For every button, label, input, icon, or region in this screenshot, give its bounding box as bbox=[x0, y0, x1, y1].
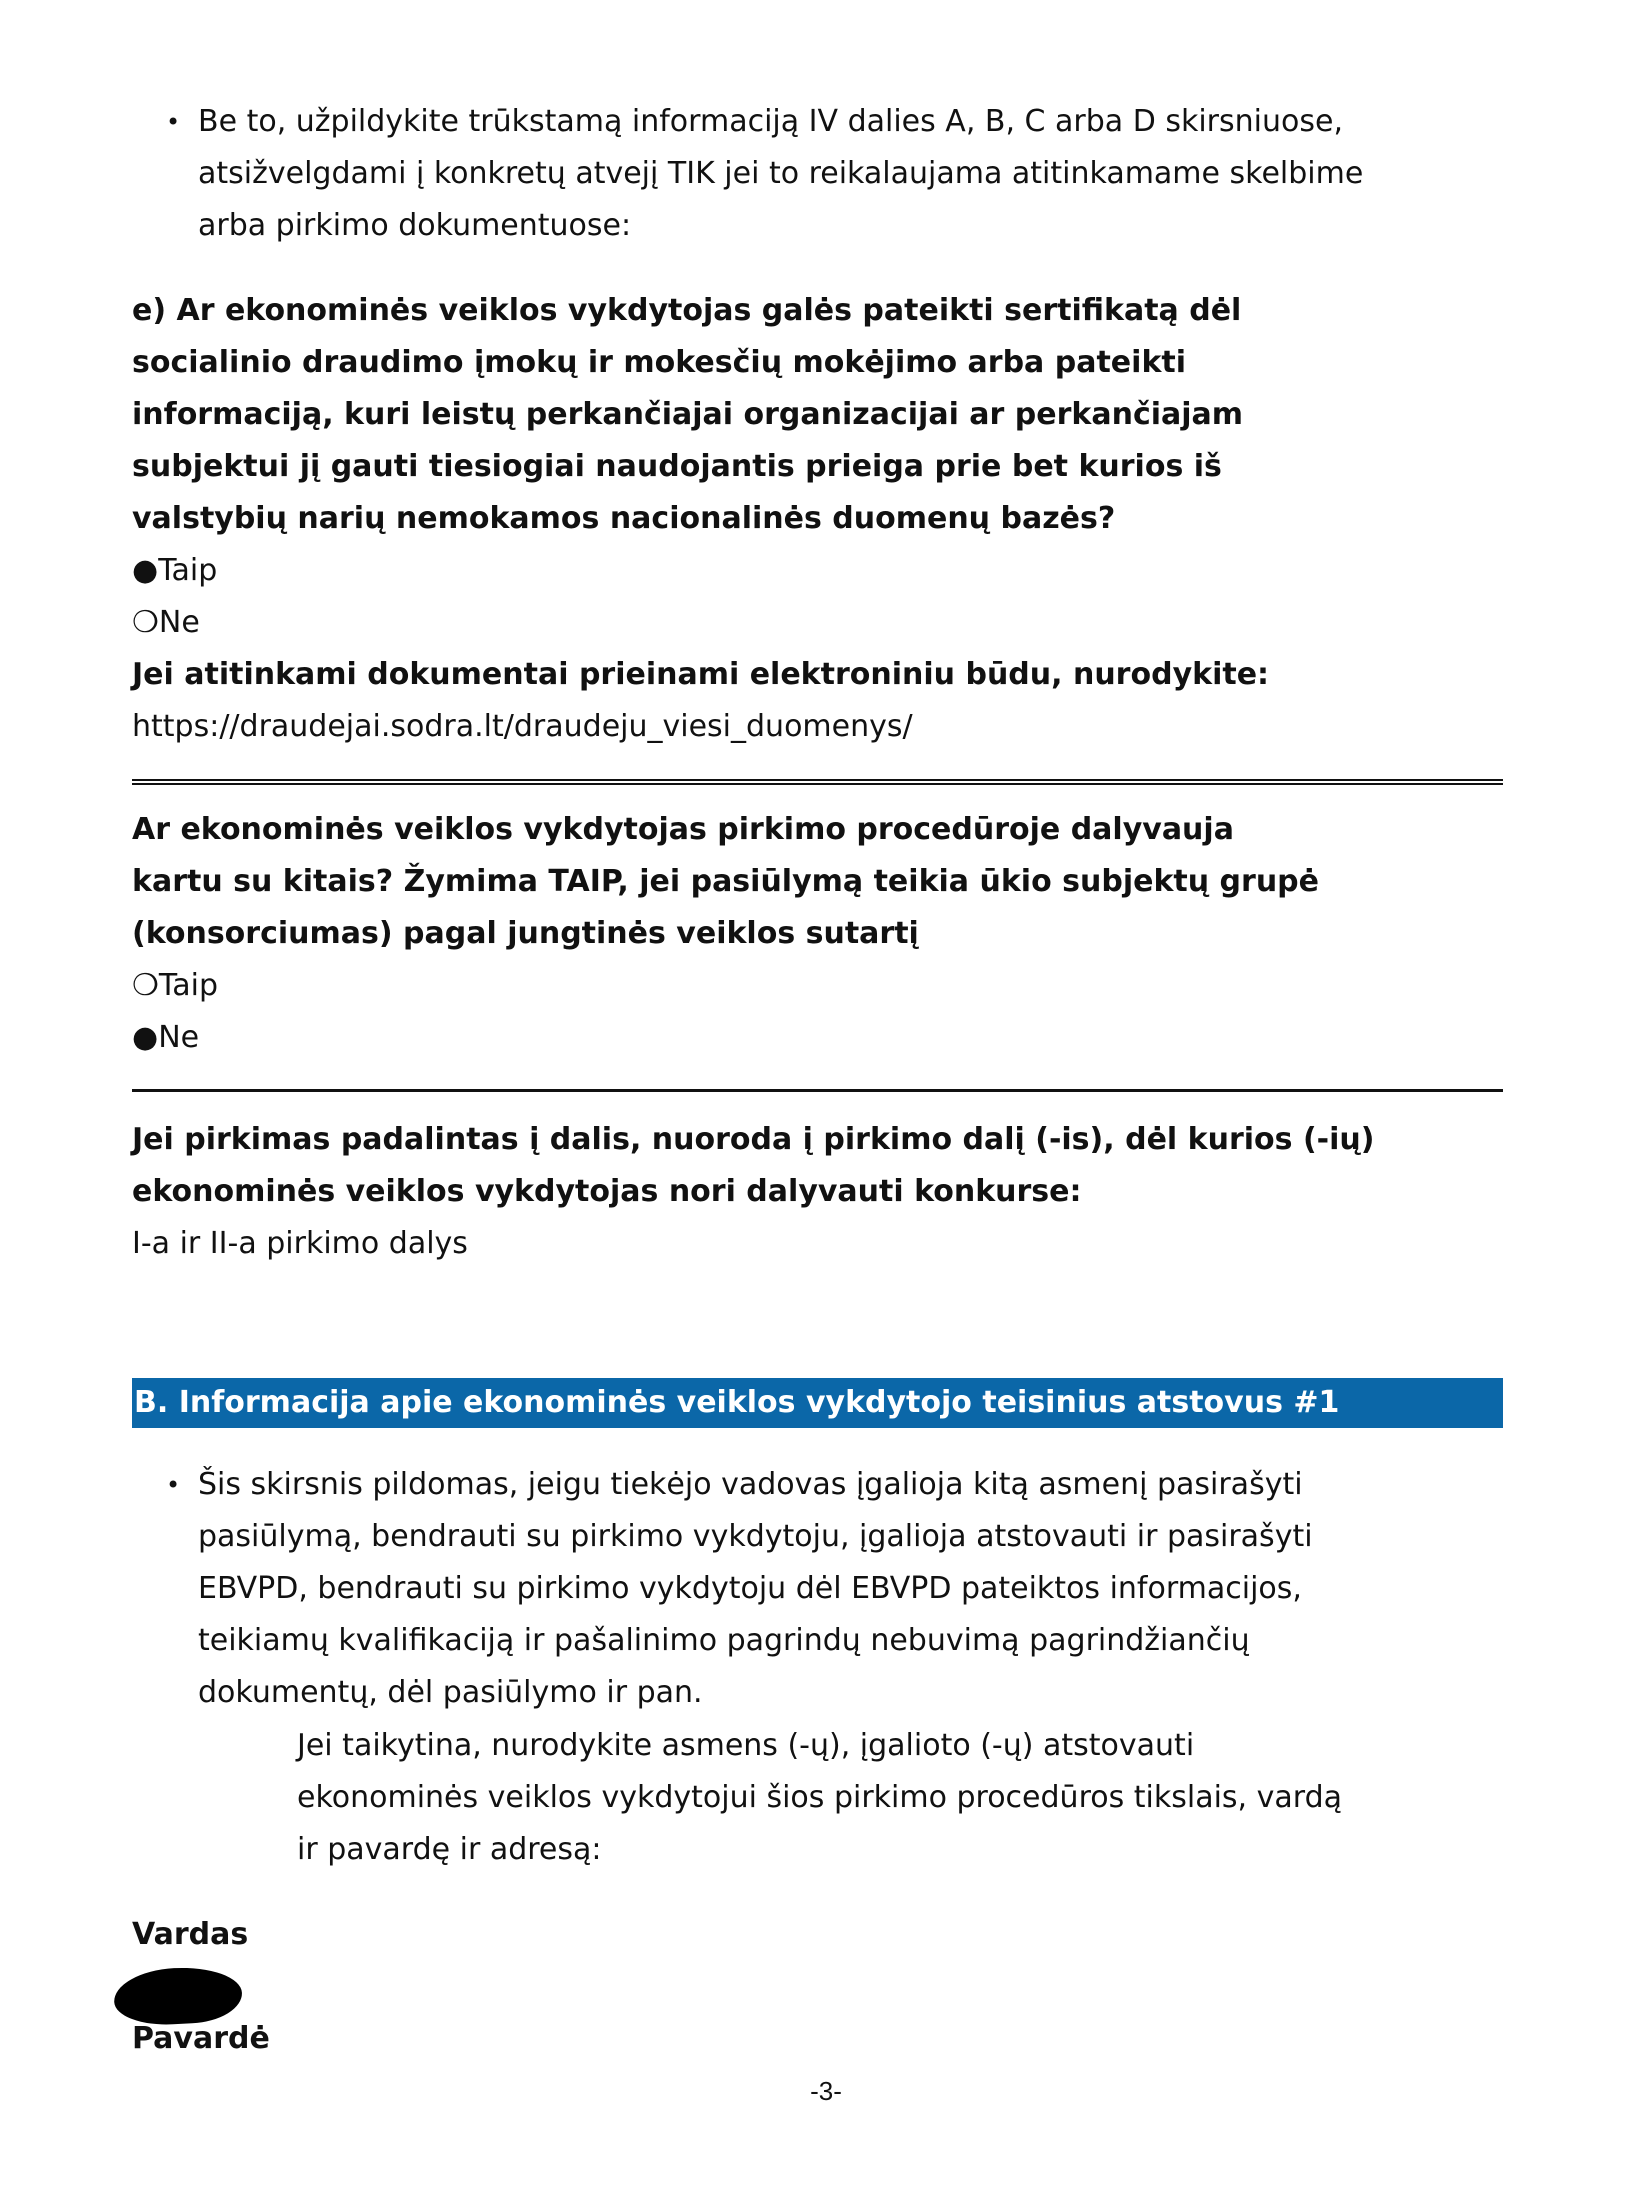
text-line: ekonominės veiklos vykdytojas nori dalyvauti konkurse: bbox=[132, 1174, 1082, 1209]
text-line: arba pirkimo dokumentuose: bbox=[198, 208, 632, 243]
radio-option-taip[interactable] bbox=[132, 960, 218, 1012]
consortium-options bbox=[132, 960, 218, 1064]
text-line: dokumentų, dėl pasiūlymo ir pan. bbox=[198, 1675, 703, 1710]
radio-option-taip[interactable] bbox=[132, 545, 1269, 597]
first-name-label: Vardas bbox=[132, 1917, 249, 1952]
text-line: kartu su kitais? Žymima TAIP, jei pasiūlymą teikia ūkio subjektų grupė bbox=[132, 864, 1319, 899]
radio-unselected-icon: ❍ bbox=[132, 605, 159, 640]
text-line: informaciją, kuri leistų perkančiajai organizacijai ar perkančiajam bbox=[132, 397, 1244, 432]
option-label: Taip bbox=[158, 968, 219, 1003]
text-line: Ar ekonominės veiklos vykdytojas pirkimo procedūroje dalyvauja bbox=[132, 812, 1234, 847]
text-line: ekonominės veiklos vykdytojui šios pirkimo procedūros tikslais, vardą bbox=[297, 1780, 1342, 1815]
radio-selected-icon: ● bbox=[132, 1020, 159, 1055]
section-b-title: B. Informacija apie ekonominės veiklos vykdytojo teisinius atstovus #1 bbox=[132, 1378, 1503, 1428]
text-line: ir pavardę ir adresą: bbox=[297, 1832, 602, 1867]
option-label: Taip bbox=[158, 553, 218, 588]
intro-bullet bbox=[166, 96, 1363, 252]
option-label: Ne bbox=[158, 1020, 200, 1055]
docs-label: Jei atitinkami dokumentai prieinami elektroniniu būdu, nurodykite: bbox=[132, 657, 1270, 692]
text-line: Jei taikytina, nurodykite asmens (-ų), įgalioto (-ų) atstovauti bbox=[297, 1728, 1195, 1763]
section-b-bullet bbox=[166, 1459, 1313, 1719]
consortium-question bbox=[132, 804, 1319, 960]
text-line: socialinio draudimo įmokų ir mokesčių mokėjimo arba pateikti bbox=[132, 345, 1187, 380]
radio-option-ne[interactable] bbox=[132, 597, 1269, 649]
section-b-instructions bbox=[297, 1720, 1342, 1876]
divider bbox=[132, 783, 1503, 785]
lots-answer: I-a ir II-a pirkimo dalys bbox=[132, 1226, 468, 1261]
question-e-heading bbox=[132, 285, 1243, 545]
text-line: EBVPD, bendrauti su pirkimo vykdytoju dėl EBVPD pateiktos informacijos, bbox=[198, 1571, 1302, 1606]
question-e-options bbox=[132, 545, 1269, 753]
lots-question bbox=[132, 1114, 1374, 1270]
radio-option-ne[interactable] bbox=[132, 1012, 218, 1064]
bullet-icon: • bbox=[166, 1471, 181, 1499]
text-line: e) Ar ekonominės veiklos vykdytojas galės pateikti sertifikatą dėl bbox=[132, 293, 1242, 328]
option-label: Ne bbox=[158, 605, 200, 640]
page-number: -3- bbox=[810, 2076, 842, 2106]
docs-url: https://draudejai.sodra.lt/draudeju_viesi_duomenys/ bbox=[132, 709, 913, 744]
bullet-icon: • bbox=[166, 108, 181, 136]
radio-unselected-icon: ❍ bbox=[132, 968, 159, 1003]
text-line: Jei pirkimas padalintas į dalis, nuoroda į pirkimo dalį (-is), dėl kurios (-ių) bbox=[132, 1122, 1375, 1157]
text-line: teikiamų kvalifikaciją ir pašalinimo pagrindų nebuvimą pagrindžiančių bbox=[198, 1623, 1250, 1658]
divider bbox=[132, 779, 1503, 781]
text-line: atsižvelgdami į konkretų atvejį TIK jei to reikalaujama atitinkamame skelbime bbox=[198, 156, 1364, 191]
text-line: Šis skirsnis pildomas, jeigu tiekėjo vadovas įgalioja kitą asmenį pasirašyti bbox=[198, 1467, 1303, 1502]
radio-selected-icon: ● bbox=[132, 553, 159, 588]
text-line: valstybių narių nemokamos nacionalinės duomenų bazės? bbox=[132, 501, 1116, 536]
text-line: pasiūlymą, bendrauti su pirkimo vykdytoju, įgalioja atstovauti ir pasirašyti bbox=[198, 1519, 1313, 1554]
last-name-label: Pavardė bbox=[132, 2021, 270, 2056]
divider bbox=[132, 1089, 1503, 1092]
text-line: (konsorciumas) pagal jungtinės veiklos sutartį bbox=[132, 916, 919, 951]
text-line: Be to, užpildykite trūkstamą informaciją IV dalies A, B, C arba D skirsniuose, bbox=[198, 104, 1343, 139]
text-line: subjektui jį gauti tiesiogiai naudojantis prieiga prie bet kurios iš bbox=[132, 449, 1222, 484]
